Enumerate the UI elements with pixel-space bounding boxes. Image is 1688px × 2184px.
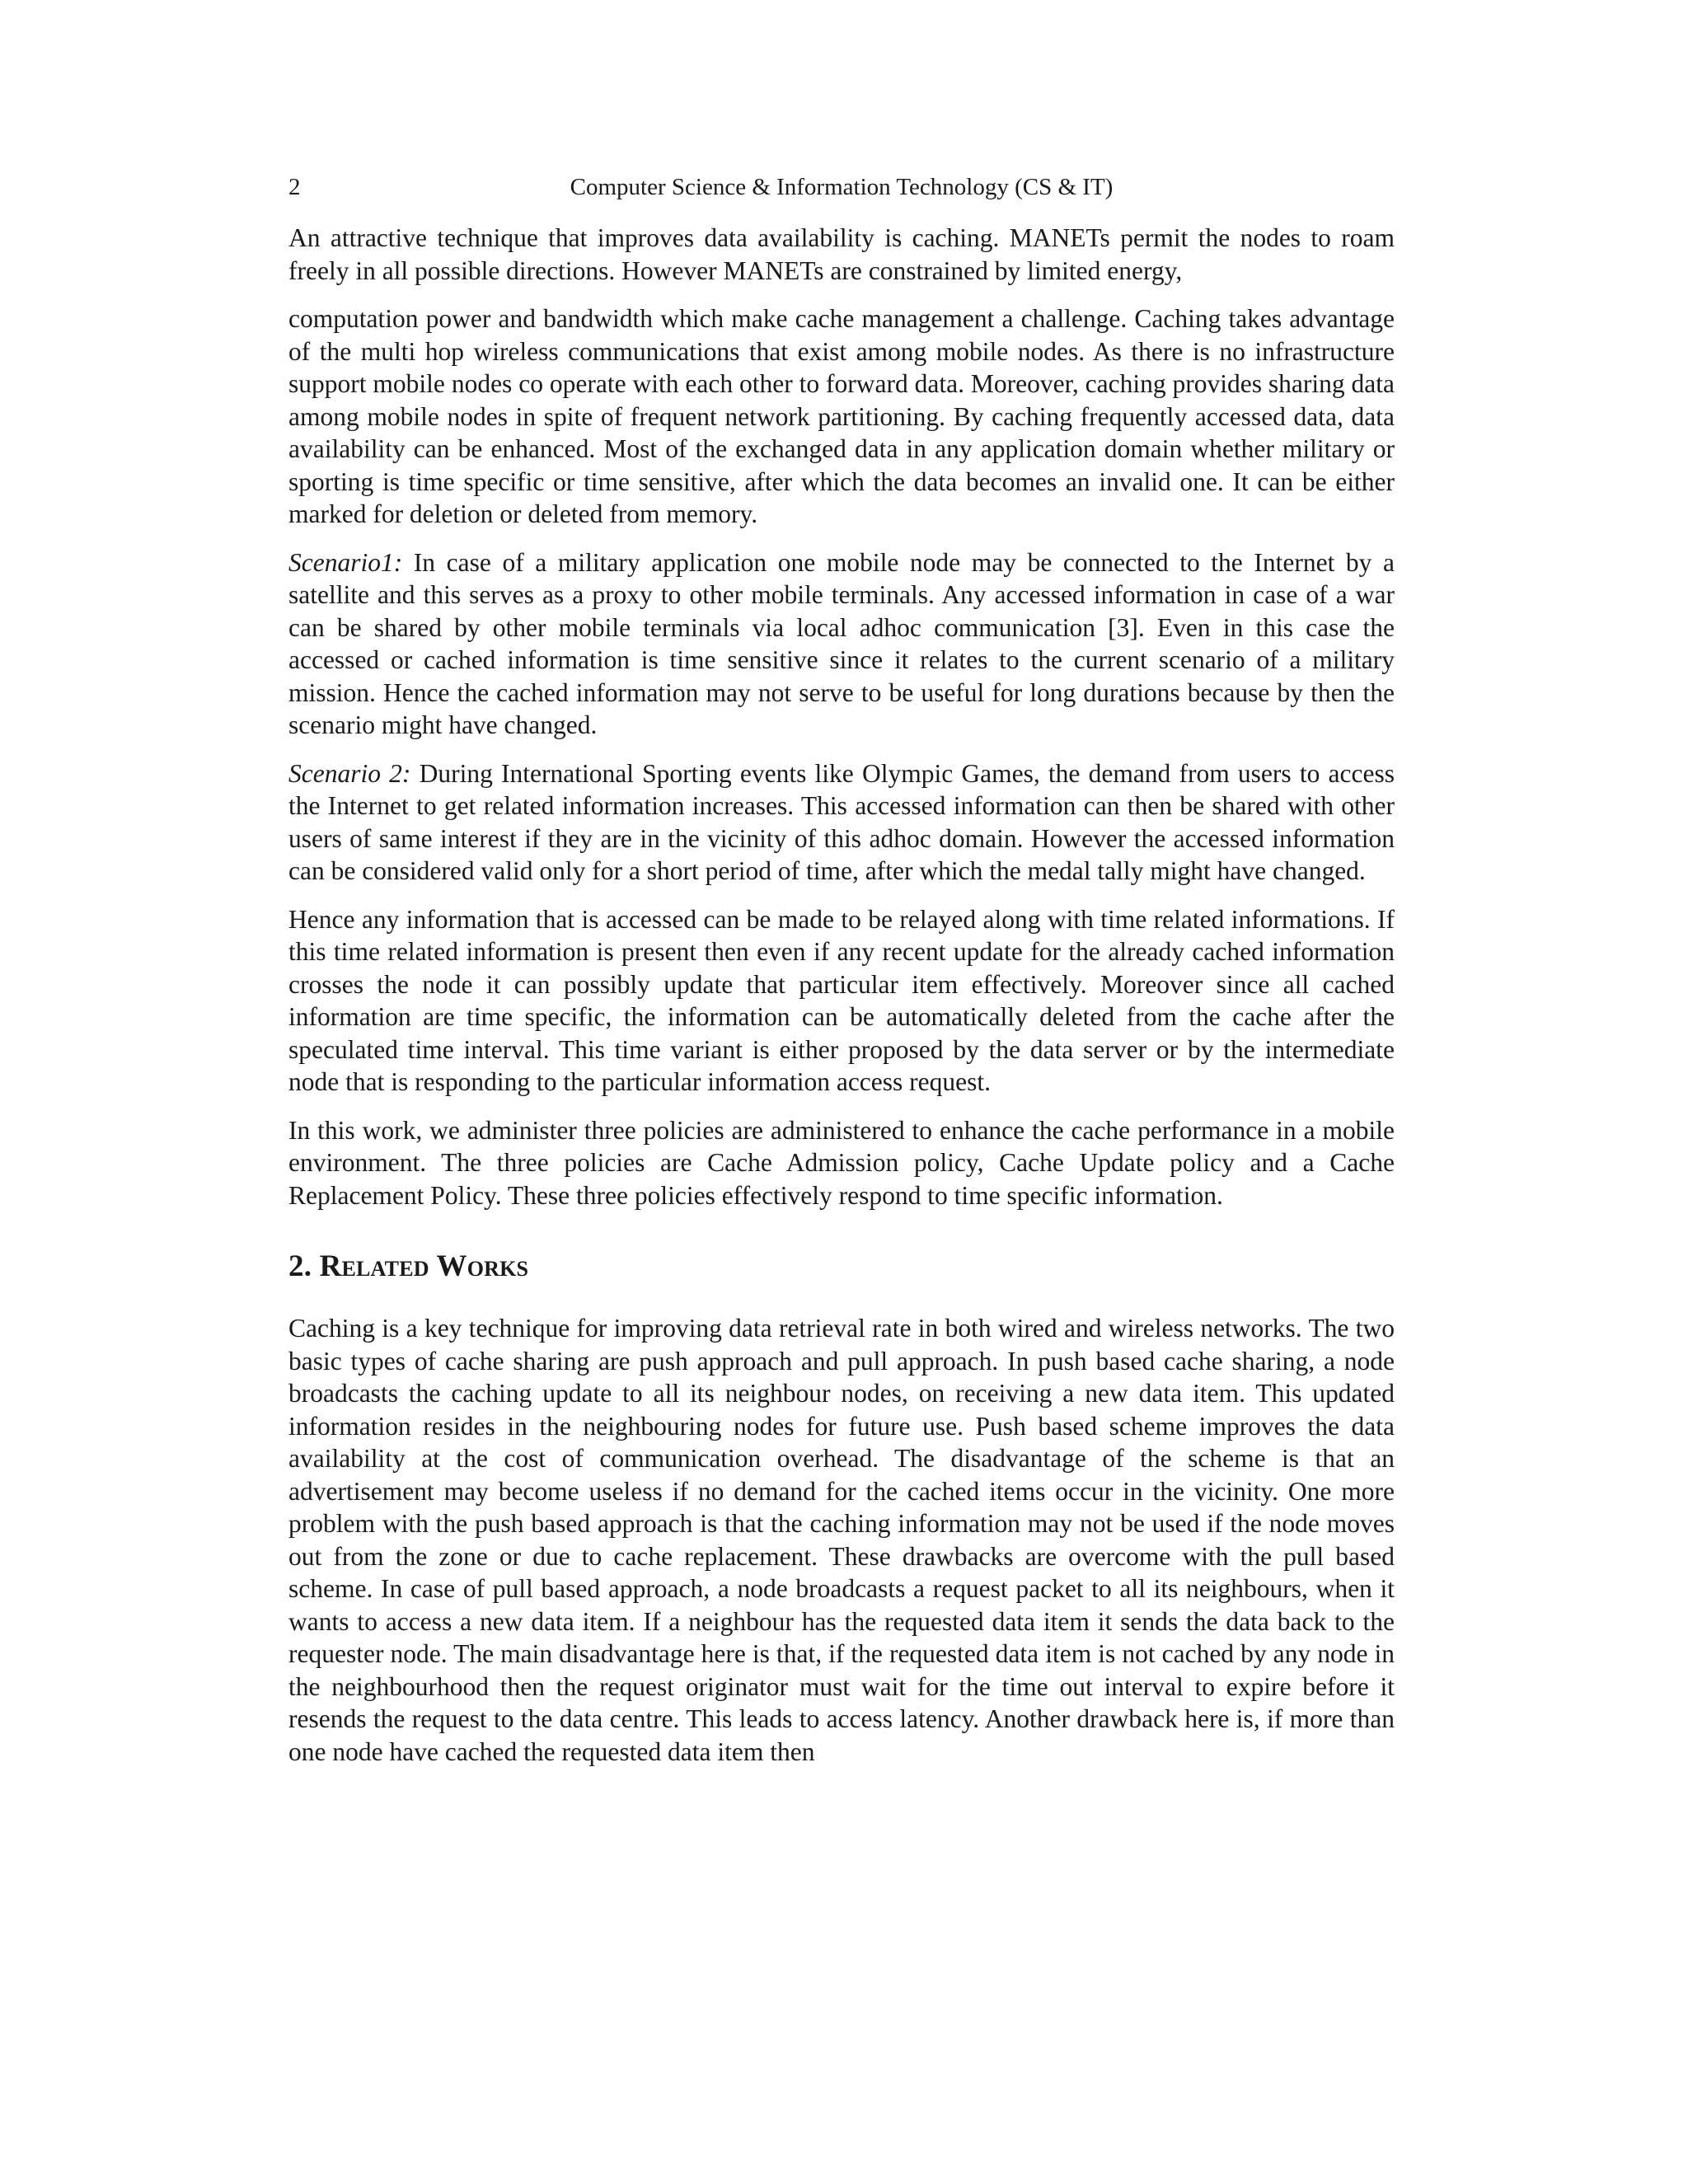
paragraph-time-related-info: Hence any information that is accessed can be made to be relayed along with time related informations. If this time related information is present then even if any recent update for the already cached information crosses the node it can possibly update that particular item effectively. Moreover since all cached information are time specific, the information can be automatically deleted from the cache after the speculated time interval. This time variant is either proposed by the data server or by the intermediate node that is responding to the particular information access request. [288,904,1395,1096]
scenario-1-label: Scenario1: [288,547,403,577]
journal-name: Computer Science & Information Technology (CS & IT) [570,174,1114,200]
section-heading-related-works: 2. Related Works [288,1249,529,1283]
paragraph-three-policies: In this work, we administer three policies are administered to enhance the cache performance in a mobile environment. The three policies are Cache Admission policy, Cache Update policy and a Cache Replacement Policy. These three policies effectively respond to time specific information. [288,1115,1395,1210]
paper-page [288,169,1395,1783]
scenario-1-text: In case of a military application one mobile node may be connected to the Internet by a satellite and this serves as a proxy to other mobile terminals. Any accessed information in case of a war can be shared by other mobile terminals via local adhoc communication [3]. Even in this case the accessed or cached information is time sensitive since it relates to the current scenario of a military mission. Hence the cached information may not serve to be useful for long durations because by then the scenario might have changed. [288,547,1395,739]
paragraph-caching-challenges: computation power and bandwidth which make cache management a challenge. Caching takes advantage of the multi hop wireless communications that exist among mobile nodes. As there is no infrastructure support mobile nodes co operate with each other to forward data. Moreover, caching provides sharing data among mobile nodes in spite of frequent network partitioning. By caching frequently accessed data, data availability can be enhanced. Most of the exchanged data in any application domain whether military or sporting is time specific or time sensitive, after which the data becomes an invalid one. It can be either marked for deletion or deleted from memory. [288,304,1395,528]
scenario-2-label: Scenario 2: [288,758,411,788]
scenario-2-text: During International Sporting events like Olympic Games, the demand from users to access the Internet to get related information increases. This accessed information can then be shared with other users of same interest if they are in the vicinity of this adhoc domain. However the accessed information can be considered valid only for a short period of time, after which the medal tally might have changed. [288,758,1395,885]
paragraph-scenario-2 [288,757,1395,888]
paragraph-intro: An attractive technique that improves data availability is caching. MANETs permit the nodes to roam freely in all possible directions. However MANETs are constrained by limited energy, [288,223,1395,285]
page-number: 2 [288,174,301,200]
paragraph-scenario-1 [288,546,1395,742]
running-header [288,169,1395,205]
paragraph-related-works: Caching is a key technique for improving data retrieval rate in both wired and wireless networks. The two basic types of cache sharing are push approach and pull approach. In push based cache sharing, a node broadcasts the caching update to all its neighbour nodes, on receiving a new data item. This updated information resides in the neighbouring nodes for future use. Push based scheme improves the data availability at the cost of communication overhead. The disadvantage of the scheme is that an advertisement may become useless if no demand for the cached items occur in the vicinity. One more problem with the push based approach is that the caching information may not be used if the node moves out from the zone or due to cache replacement. These drawbacks are overcome with the pull based scheme. In case of pull based approach, a node broadcasts a request packet to all its neighbours, when it wants to access a new data item. If a neighbour has the requested data item it sends the data back to the requester node. The main disadvantage here is that, if the requested data item is not cached by any node in the neighbourhood then the request originator must wait for the time out interval to expire before it resends the request to the data centre. This leads to access latency. Another drawback here is, if more than one node have cached the requested data item then [288,1314,1395,1766]
